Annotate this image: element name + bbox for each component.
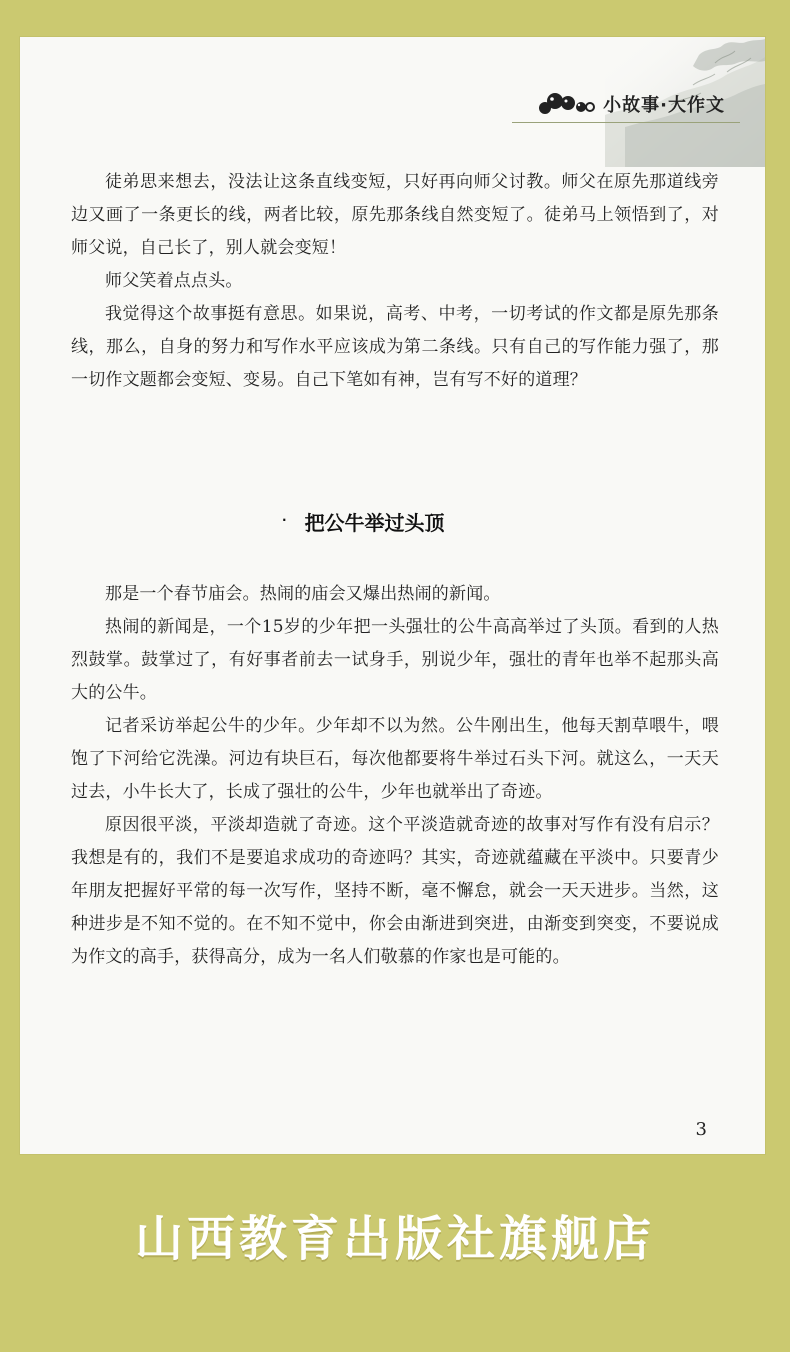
page-number: 3 (695, 1119, 707, 1140)
paragraph-top-1: 徒弟思来想去，没法让这条直线变短，只好再向师父讨教。师父在原先那道线旁边又画了一条更长的线，两者比较，原先那条线自然变短了。徒弟马上领悟到了，对师父说，自己长了，别人就会变短！ (71, 172, 719, 258)
paragraph-bottom-3: 记者采访举起公牛的少年。少年却不以为然。公牛刚出生，他每天割草喂牛，喂饱了下河给它洗澡。河边有块巨石，每次他都要将牛举过石头下河。就这么，一天天过去，小牛长大了，长成了强壮的公牛，少年也就举出了奇迹。 (71, 716, 719, 802)
store-banner-title: 山西教育出版社旗舰店 (134, 1211, 655, 1267)
section-heading: 把公牛举过头顶 (304, 511, 445, 535)
paragraph-top-3: 我觉得这个故事挺有意思。如果说，高考、中考，一切考试的作文都是原先那条线，那么，自身的努力和写作水平应该成为第二条线。只有自己的写作能力强了，那一切作文题都会变短、变易。自己下笔如有神，岂有写不好的道理？ (71, 304, 719, 390)
section-title (282, 507, 445, 536)
section-marker: · (282, 512, 287, 527)
paragraph-top-2: 师父笑着点点头。 (105, 271, 243, 291)
article-bottom (71, 578, 719, 974)
decorative-dots-icon (537, 91, 595, 117)
running-title: 小故事·大作文 (603, 95, 725, 116)
header-rule (512, 122, 740, 123)
article-top (71, 166, 719, 397)
book-page (20, 37, 765, 1154)
paragraph-bottom-2: 热闹的新闻是，一个15岁的少年把一头强壮的公牛高高举过了头顶。看到的人热烈鼓掌。鼓掌过了，有好事者前去一试身手，别说少年，强壮的青年也举不起那头高大的公牛。 (71, 617, 719, 703)
running-header (537, 91, 725, 117)
paragraph-bottom-1: 那是一个春节庙会。热闹的庙会又爆出热闹的新闻。 (105, 584, 501, 604)
paragraph-bottom-4: 原因很平淡，平淡却造就了奇迹。这个平淡造就奇迹的故事对写作有没有启示？我想是有的，我们不是要追求成功的奇迹吗？其实，奇迹就蕴藏在平淡中。只要青少年朋友把握好平常的每一次写作，坚持不断，毫不懈怠，就会一天天进步。当然，这种进步是不知不觉的。在不知不觉中，你会由渐进到突进，由渐变到突变，不要说成为作文的高手，获得高分，成为一名人们敬慕的作家也是可能的。 (71, 815, 719, 967)
